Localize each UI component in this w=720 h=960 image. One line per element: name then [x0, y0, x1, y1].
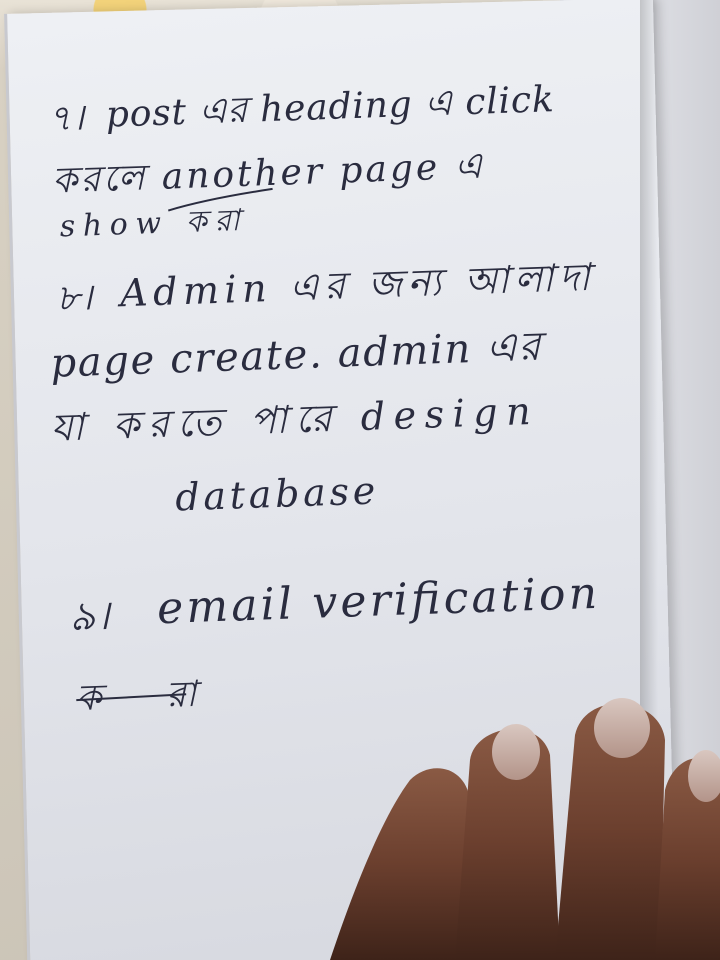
item-8-line-4: database: [174, 468, 376, 520]
item-8-line-2: page create. admin এর: [49, 323, 542, 387]
item-9-number: ৯।: [68, 592, 111, 641]
item-8-line-3: যা করতে পারে design: [50, 389, 532, 450]
item-7-line-1: post এর heading এ click: [105, 79, 555, 136]
fingernail-3: [594, 698, 650, 758]
fingernail-2: [492, 724, 540, 780]
item-7-line-3: show করা: [59, 203, 241, 245]
item-9-line-1: email verification: [156, 567, 598, 635]
item-7-line-2: করলে another page এ: [51, 145, 483, 202]
item-7-number: ৭।: [47, 97, 85, 140]
finger-1: [330, 768, 470, 960]
item-9-line-2: করা: [75, 673, 197, 720]
item-8-line-1: Admin এর জন্য আলাদা: [119, 254, 591, 316]
item-8-number: ৮।: [55, 277, 94, 320]
